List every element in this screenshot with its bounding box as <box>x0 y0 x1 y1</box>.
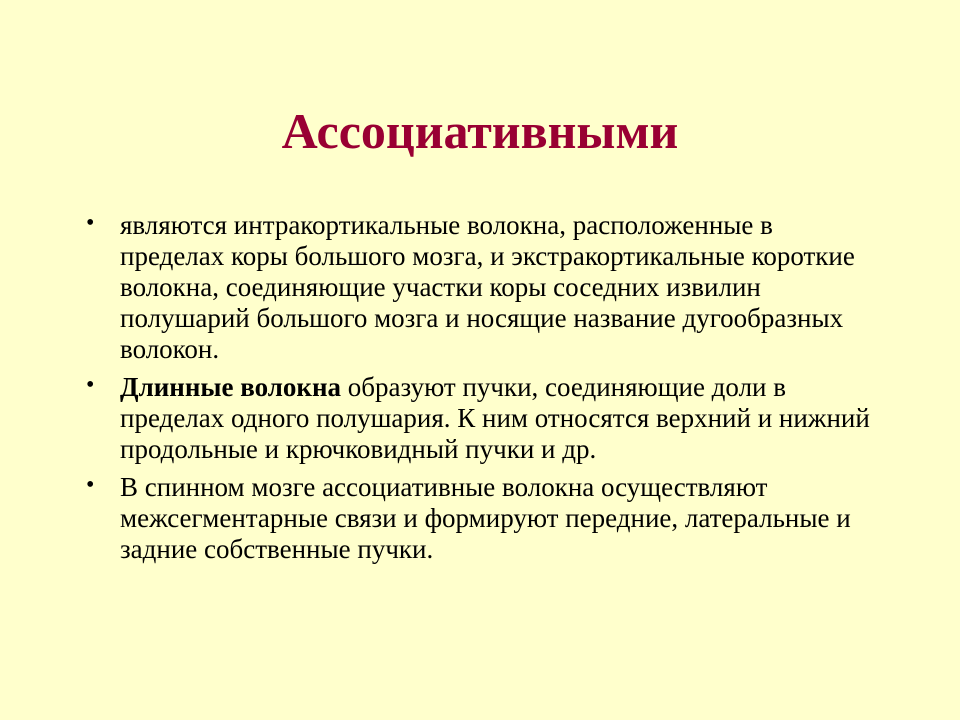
bullet-dot-icon: • <box>86 210 95 236</box>
bullet-list <box>82 210 882 572</box>
bullet-text: образуют пучки, соединяющие доли в пределах одного полушария. К ним относятся верхний и нижний продольные и крючковидный пучки и др. <box>120 372 870 464</box>
bullet-lead-bold: Длинные волокна <box>120 372 342 402</box>
bullet-text: В спинном мозге ассоциативные волокна осуществляют межсегментарные связи и формируют передние, латеральные и задние собственные пучки. <box>120 472 851 564</box>
bullet-item-1 <box>82 210 882 365</box>
bullet-dot-icon: • <box>86 472 95 498</box>
bullet-item-3 <box>82 472 882 565</box>
bullet-item-2 <box>82 372 882 465</box>
bullet-dot-icon: • <box>86 372 95 398</box>
bullet-text: являются интракортикальные волокна, расположенные в пределах коры большого мозга, и экстракортикальные короткие волокна, соединяющие участки коры соседних извилин полушарий большого мозга и носящие название дугообразных волокон. <box>120 210 855 364</box>
slide-title: Ассоциативными <box>281 103 679 159</box>
